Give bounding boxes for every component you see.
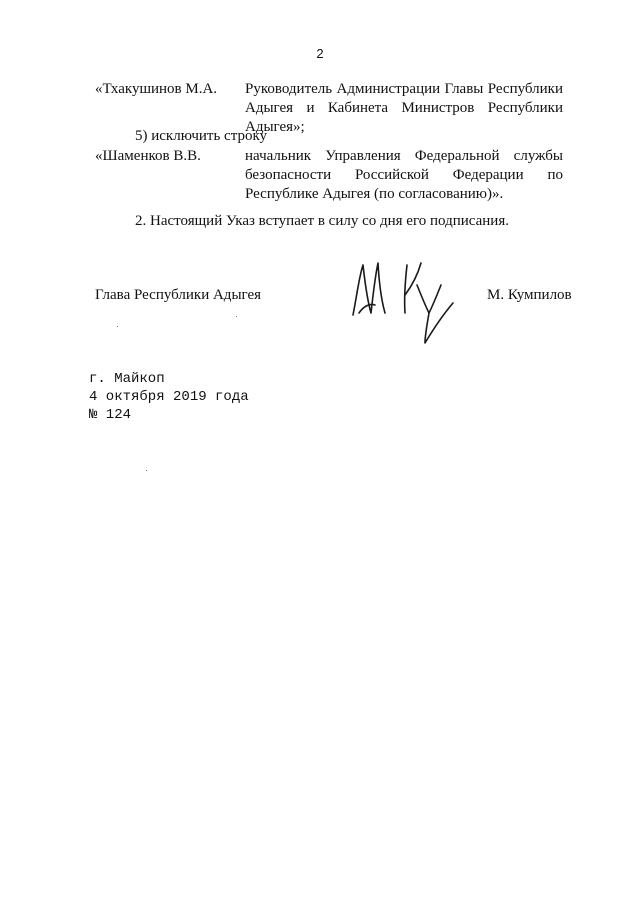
handwritten-signature	[345, 255, 465, 350]
entry-name: «Тхакушинов М.А.	[95, 81, 218, 97]
footer-date: 4 октября 2019 года	[89, 389, 249, 405]
role-line: Адыгея»;	[245, 119, 305, 135]
scan-speck	[146, 470, 147, 471]
item-2-text: 2. Настоящий Указ вступает в силу со дня его подписания.	[135, 213, 509, 229]
footer-city: г. Майкоп	[89, 371, 165, 387]
signer-position: Глава Республики Адыгея	[95, 287, 262, 303]
entry-name: «Шаменков В.В.	[95, 148, 201, 164]
signatory-name: М. Кумпилов	[487, 287, 572, 303]
entry-role	[245, 80, 563, 137]
entry-role	[245, 147, 563, 204]
footer-number: № 124	[89, 407, 132, 423]
role-line: начальник Управления Федеральной службы	[245, 148, 563, 164]
role-line: Адыгея и Кабинета Министров Республики	[245, 100, 563, 116]
scan-speck	[117, 326, 118, 327]
item-5-text: 5) исключить строку	[135, 128, 268, 144]
page-number: 2	[316, 46, 324, 61]
role-line: безопасности Российской Федерации по	[245, 167, 563, 183]
role-line: Руководитель Администрации Главы Республики	[245, 81, 563, 97]
scan-speck	[236, 316, 237, 317]
role-line: Республике Адыгея (по согласованию)».	[245, 186, 504, 202]
